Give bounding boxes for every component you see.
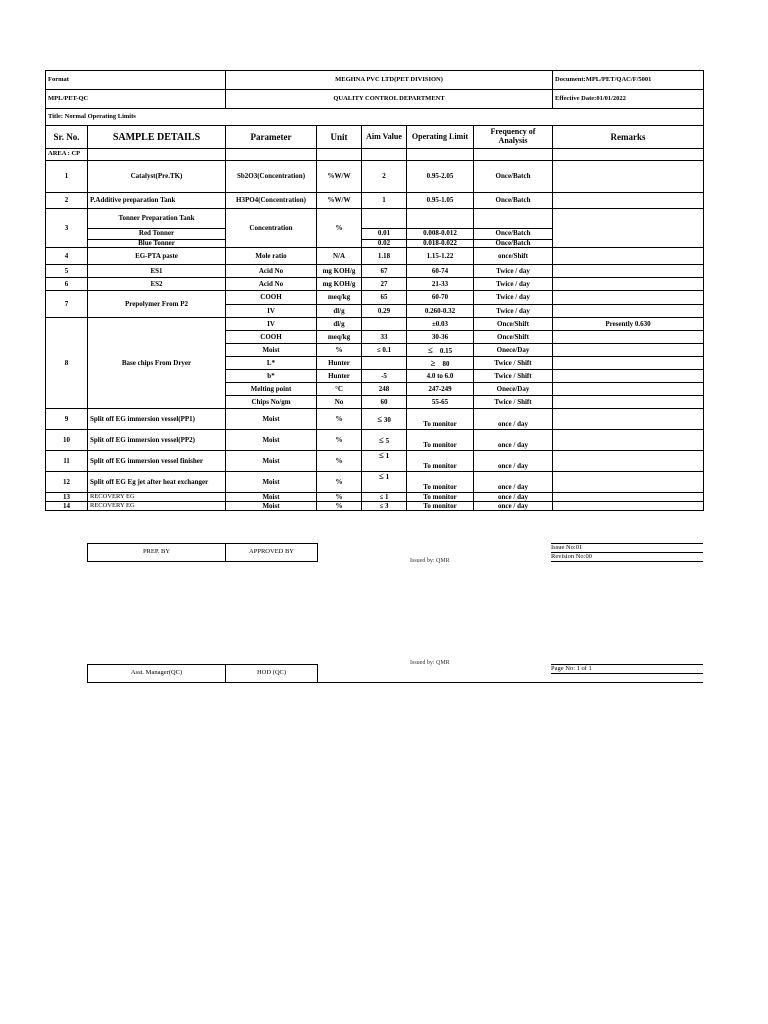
col-parameter: Parameter	[226, 126, 317, 149]
table-row: 4 EG-PTA paste Mole ratio N/A 1.18 1.15-1.22 once/Shift	[46, 248, 704, 265]
document-title: Title: Normal Operating Limits	[46, 109, 704, 126]
table-row: 10 Split off EG immersion vessel(PP2) Moist % ≤ 5 To monitor once / day	[46, 430, 704, 451]
table-row: 9 Split off EG immersion vessel(PP1) Moist % ≤ 30 To monitor once / day	[46, 409, 704, 430]
asst-manager-label: Asst. Manager(QC)	[88, 665, 226, 683]
signature-footer	[87, 664, 318, 683]
effective-date: Effective Date:01/01/2022	[553, 90, 704, 109]
table-row: 8 Base chips From Dryer IV dl/g ±0.03 Once/Shift Presently 0.630	[46, 318, 704, 331]
remark-presently: Presently 0.630	[553, 318, 704, 331]
page-number: Page No: 1 of 1	[551, 665, 703, 674]
company-name: MEGHNA PVC LTD(PET DIVISION)	[226, 71, 553, 90]
page-info	[551, 664, 703, 674]
table-row: 3 Tonner Preparation Tank Concentration %	[46, 209, 704, 229]
table-row: Blue Tonner 0.02 0.018-0.022 Once/Batch	[46, 240, 704, 248]
issue-number: Issue No:01	[551, 544, 703, 553]
issue-info	[551, 543, 703, 562]
table-row: L* Hunter ≥ 80 Twice / Shift	[46, 357, 704, 370]
table-row: 14 RECOVERY EG Moist % ≤ 3 To monitor once / day	[46, 502, 704, 511]
col-operating-limit: Operating Limit	[407, 126, 474, 149]
issued-by-top: Issued by: QMR	[410, 558, 450, 564]
approved-by-label: APPROVED BY	[226, 544, 318, 562]
table-header-row	[46, 126, 704, 149]
document-number: Document:MPL/PET/QAC/F/5001	[553, 71, 704, 90]
col-remarks: Remarks	[553, 126, 704, 149]
table-row: 2 P.Additive preparation Tank H3PO4(Concentration) %W/W 1 0.95-1.05 Once/Batch	[46, 193, 704, 209]
prep-by-label: PREP. BY	[88, 544, 226, 562]
department-name: QUALITY CONTROL DEPARTMENT	[226, 90, 553, 109]
issued-by-bottom: Issued by: QMR	[410, 660, 450, 666]
table-row: Red Tonner 0.01 0.008-0.012 Once/Batch	[46, 229, 704, 240]
footer-rule	[317, 682, 703, 683]
table-row: 12 Split off EG Eg jet after heat exchanger Moist % ≤ 1 To monitor once / day	[46, 472, 704, 493]
operating-limits-table	[45, 125, 704, 511]
table-row: 11 Split off EG immersion vessel finisher Moist % ≤ 1 To monitor once / day	[46, 451, 704, 472]
signature-header	[87, 543, 318, 562]
table-row: b* Hunter -5 4.0 to 6.0 Twice / Shift	[46, 370, 704, 383]
hod-label: HOD (QC)	[226, 665, 318, 683]
table-row: Chips No/gm No 60 55-65 Twice / Shift	[46, 396, 704, 409]
table-row: 7 Prepolymer From P2 COOH meq/kg 65 60-70 Twice / day	[46, 291, 704, 305]
col-unit: Unit	[317, 126, 362, 149]
table-row: IV dl/g 0.29 0.260-0.32 Twice / day	[46, 305, 704, 318]
col-frequency: Frequency of Analysis	[474, 126, 553, 149]
table-row: 6 ES2 Acid No mg KOH/g 27 21-33 Twice / day	[46, 278, 704, 291]
table-row: COOH meq/kg 33 30-36 Once/Shift	[46, 331, 704, 344]
col-aim-value: Aim Value	[362, 126, 407, 149]
revision-number: Revision No:00	[551, 553, 703, 562]
table-row: Melting point °C 248 247-249 Onece/Day	[46, 383, 704, 396]
area-label: AREA : CP	[46, 149, 88, 161]
area-row	[46, 149, 704, 161]
format-label: Format	[46, 71, 226, 90]
col-sample-details: SAMPLE DETAILS	[88, 126, 226, 149]
col-sr-no: Sr. No.	[46, 126, 88, 149]
document-code: MPL/PET-QC	[46, 90, 226, 109]
table-row: 13 RECOVERY EG Moist % ≤ 1 To monitor once / day	[46, 493, 704, 502]
table-row: Moist % ≤ 0.1 ≤ 0.15 Onece/Day	[46, 344, 704, 357]
document-header	[45, 70, 704, 126]
table-row: 1 Catalyst(Pre.TK) Sb2O3(Concentration) %W/W 2 0.95-2.05 Once/Batch	[46, 161, 704, 193]
table-row: 5 ES1 Acid No mg KOH/g 67 60-74 Twice / day	[46, 265, 704, 278]
